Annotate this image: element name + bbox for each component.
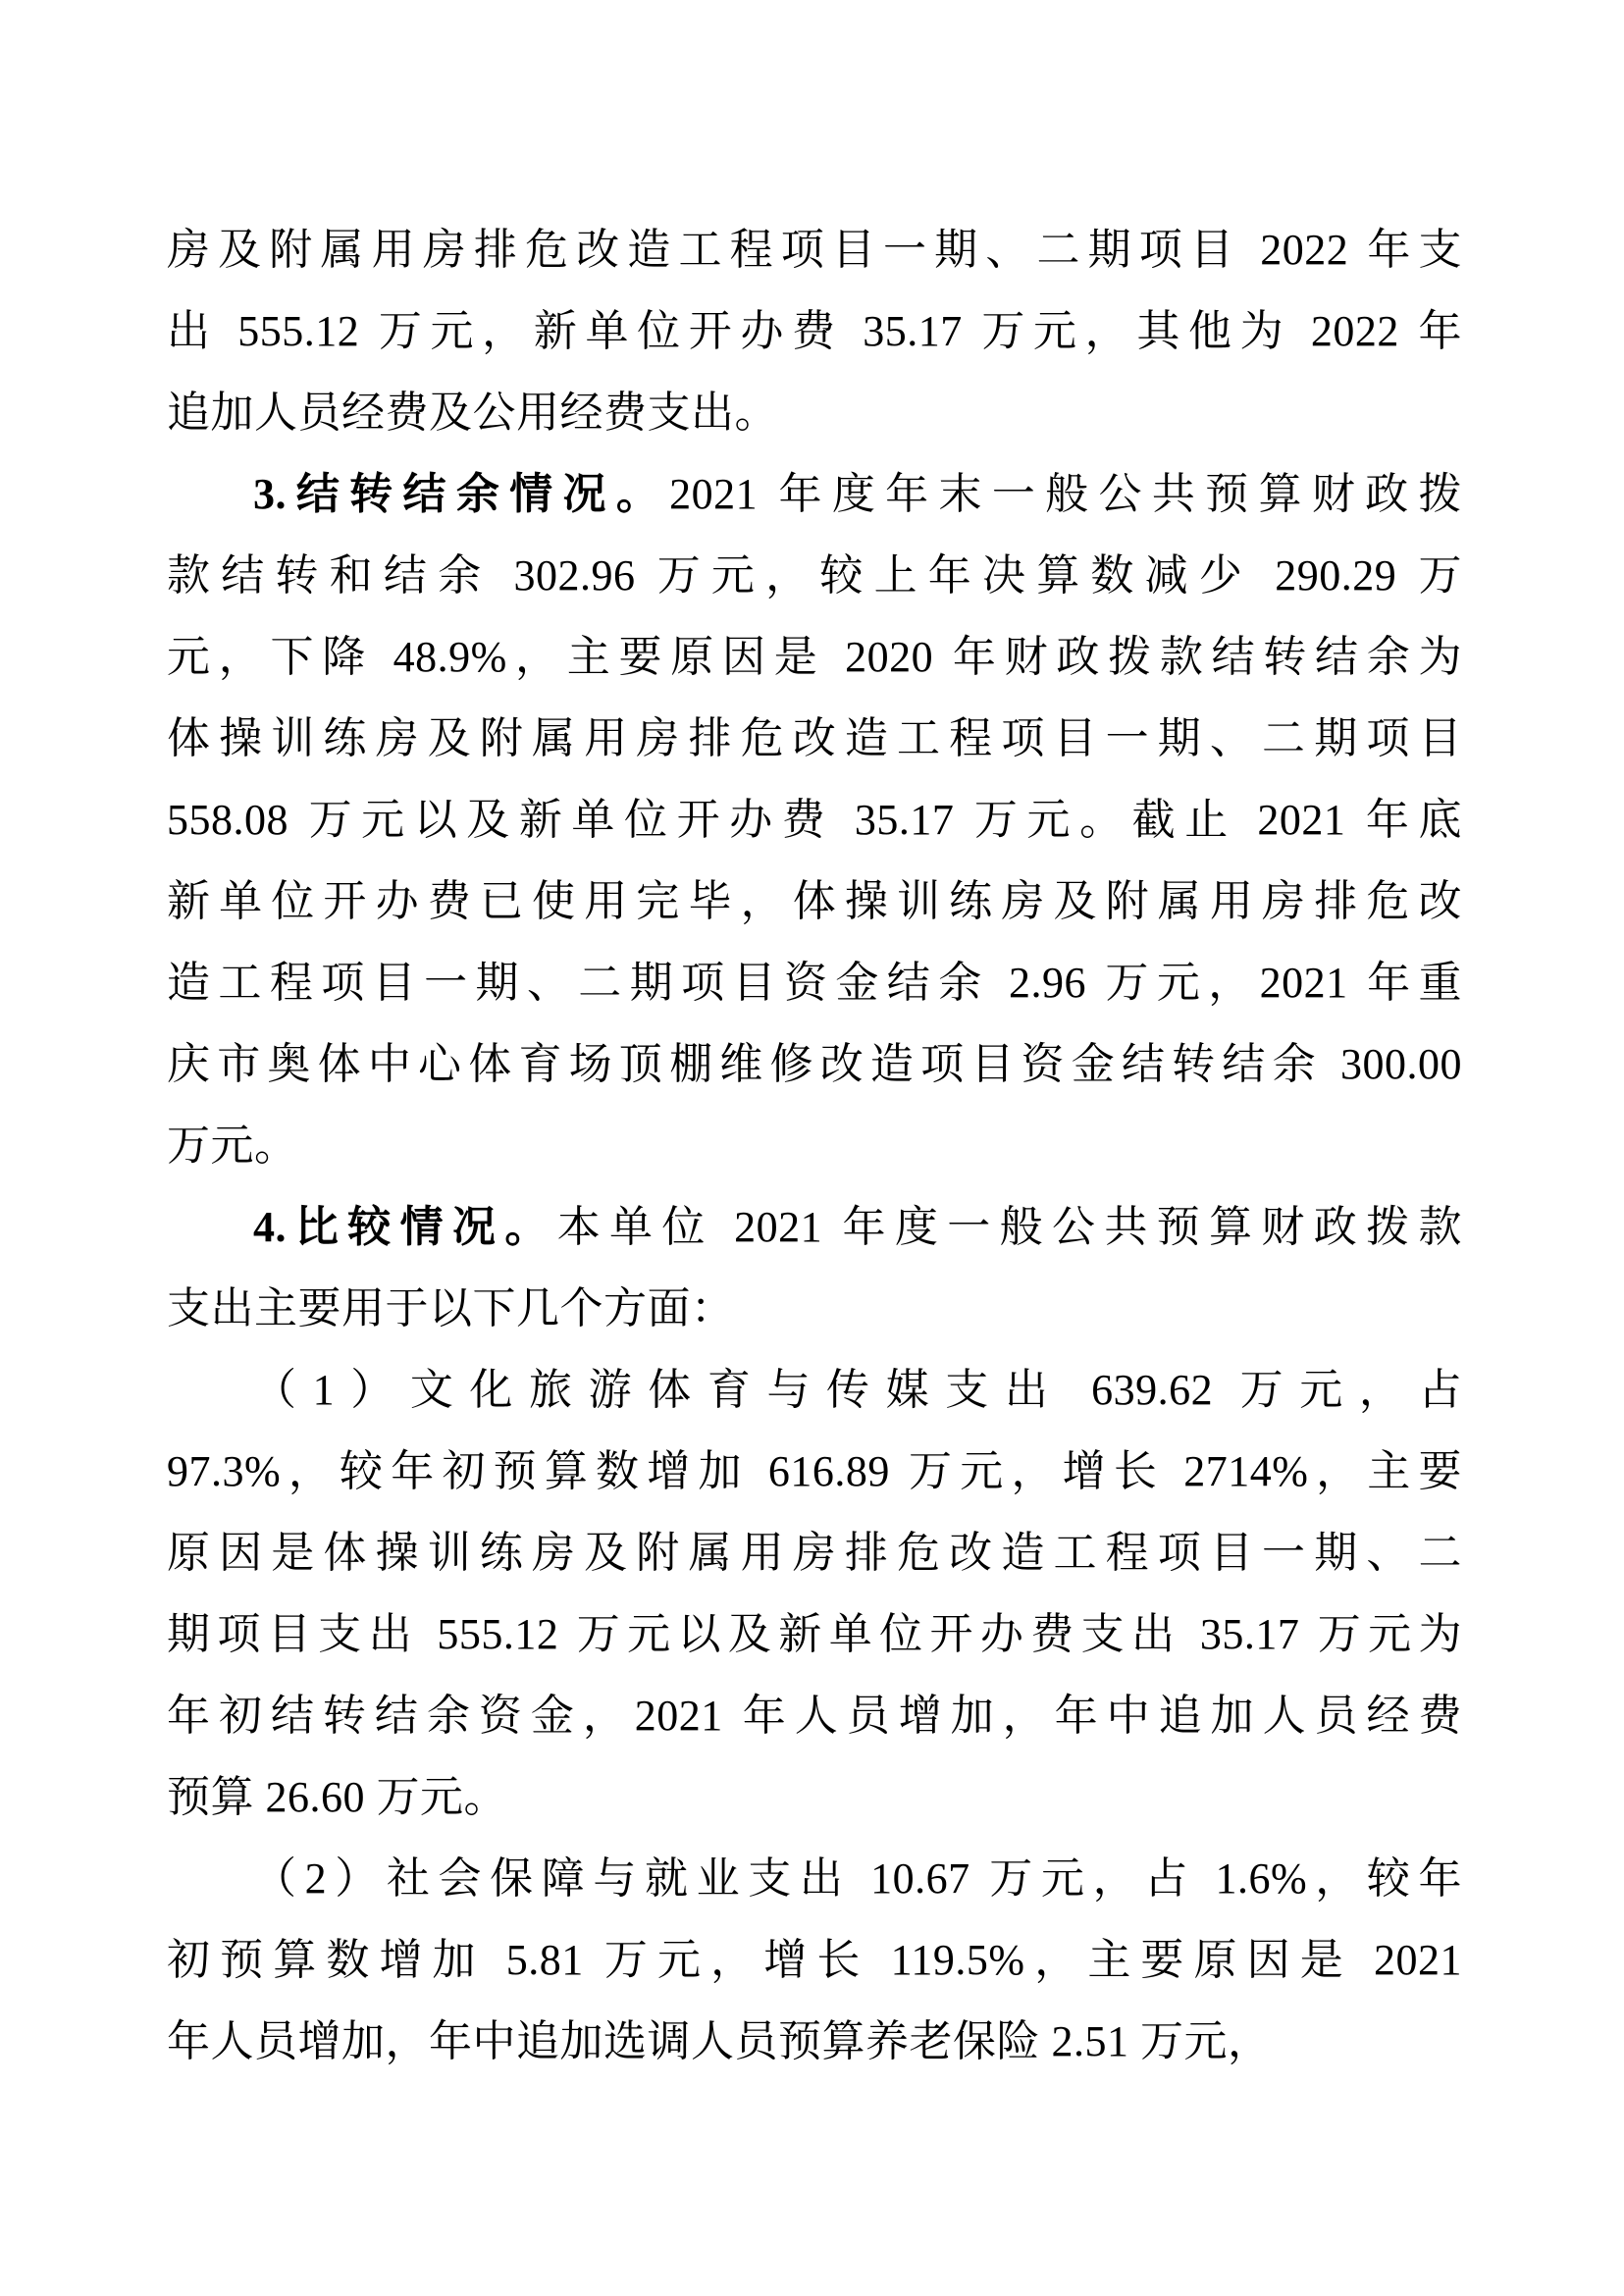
- text-line: 万元。: [167, 1122, 298, 1170]
- section-heading: 3.结转结余情况。: [253, 470, 670, 518]
- document-body: [167, 209, 1462, 2082]
- text-line: 出 555.12 万元，新单位开办费 35.17 万元，其他为 2022 年: [167, 307, 1462, 355]
- text-line: 年初结转结余资金，2021 年人员增加，年中追加人员经费: [167, 1692, 1462, 1740]
- text-line: 558.08 万元以及新单位开办费 35.17 万元。截止 2021 年底: [167, 796, 1462, 844]
- text-line: 支出主要用于以下几个方面：: [167, 1284, 735, 1332]
- text-line: 3.结转结余情况。2021 年度年末一般公共预算财政拨: [253, 470, 1463, 518]
- text-line: 造工程项目一期、二期项目资金结余 2.96 万元，2021 年重: [167, 959, 1462, 1007]
- text-line: 年人员增加，年中追加选调人员预算养老保险 2.51 万元，: [167, 2017, 1272, 2065]
- text-line: （2）社会保障与就业支出 10.67 万元，占 1.6%，较年: [253, 1854, 1462, 1903]
- text-line: 新单位开办费已使用完毕，体操训练房及附属用房排危改: [167, 877, 1462, 925]
- text-line: 体操训练房及附属用房排危改造工程项目一期、二期项目: [167, 714, 1462, 762]
- section-heading: 4.比较情况。: [253, 1203, 557, 1251]
- text-line: 庆市奥体中心体育场顶棚维修改造项目资金结转结余 300.00: [167, 1040, 1462, 1088]
- text-line: 房及附属用房排危改造工程项目一期、二期项目 2022 年支: [167, 226, 1462, 274]
- text-line: 初预算数增加 5.81 万元，增长 119.5%，主要原因是 2021: [167, 1936, 1462, 1984]
- text-line: 原因是体操训练房及附属用房排危改造工程项目一期、二: [167, 1529, 1462, 1577]
- text-line: 97.3%，较年初预算数增加 616.89 万元，增长 2714%，主要: [167, 1447, 1462, 1495]
- text-line: 追加人员经费及公用经费支出。: [167, 389, 778, 437]
- text-line: 期项目支出 555.12 万元以及新单位开办费支出 35.17 万元为: [167, 1610, 1462, 1658]
- text-line: （1）文化旅游体育与传媒支出 639.62 万元，占: [253, 1366, 1462, 1414]
- text-line: 预算 26.60 万元。: [167, 1773, 507, 1821]
- text-line: 元，下降 48.9%，主要原因是 2020 年财政拨款结转结余为: [167, 633, 1462, 681]
- text-line: 4.比较情况。本单位 2021 年度一般公共预算财政拨款: [253, 1203, 1463, 1251]
- text-line: 款结转和结余 302.96 万元，较上年决算数减少 290.29 万: [167, 551, 1462, 600]
